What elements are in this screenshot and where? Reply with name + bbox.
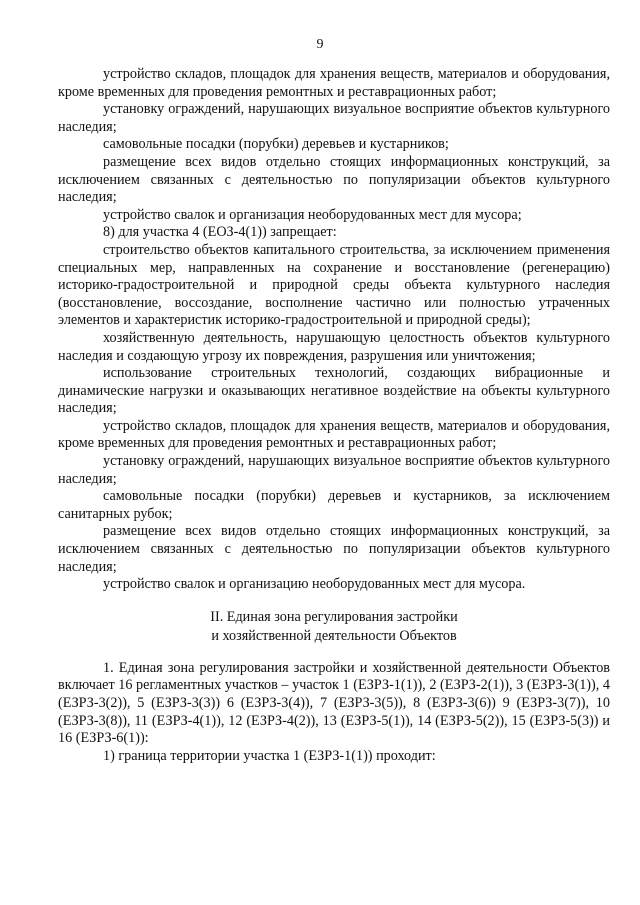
paragraph: установку ограждений, нарушающих визуальное восприятие объектов культурного наследия;	[58, 101, 610, 135]
paragraph: самовольные посадки (порубки) деревьев и кустарников, за исключением санитарных рубок;	[58, 488, 610, 522]
paragraph: строительство объектов капитального строительства, за исключением применения специальных мер, направленных на сохранение и восстановление (регенерацию) историко-градостроительной и природной среды объекта культурного наследия (восстановление, воссоздание, восполнение частично или полностью утраченных элементов и характеристик историко-градостроительной и природной среды);	[58, 241, 610, 329]
paragraph: 8) для участка 4 (ЕОЗ-4(1)) запрещает:	[103, 224, 337, 241]
section-title-line: и хозяйственной деятельности Объектов	[211, 627, 457, 644]
paragraph: 1. Единая зона регулирования застройки и хозяйственной деятельности Объектов включает 16 регламентных участков – участок 1 (ЕЗРЗ-1(1)), 2 (ЕЗРЗ-2(1)), 3 (ЕЗРЗ-3(1)), 4 (ЕЗРЗ-3(2)), 5 (ЕЗРЗ-3(3)) 6 (ЕЗРЗ-3(4)), 7 (ЕЗРЗ-3(5)), 8 (ЕЗРЗ-3(6)) 9 (ЕЗРЗ-3(7)), 10 (ЕЗРЗ-3(8)), 11 (ЕЗРЗ-4(1)), 12 (ЕЗРЗ-4(2)), 13 (ЕЗРЗ-5(1)), 14 (ЕЗРЗ-5(2)), 15 (ЕЗРЗ-5(3)) и 16 (ЕЗРЗ-6(1)):	[58, 659, 610, 747]
document-body	[58, 66, 610, 765]
paragraph: размещение всех видов отдельно стоящих информационных конструкций, за исключением связанных с деятельностью по популяризации объектов культурного наследия;	[58, 523, 610, 575]
paragraph: устройство складов, площадок для хранения веществ, материалов и оборудования, кроме временных для проведения ремонтных и реставрационных работ;	[58, 66, 610, 100]
paragraph: самовольные посадки (порубки) деревьев и кустарников;	[103, 136, 449, 153]
paragraph: 1) граница территории участка 1 (ЕЗРЗ-1(1)) проходит:	[103, 747, 436, 764]
paragraph: размещение всех видов отдельно стоящих информационных конструкций, за исключением связанных с деятельностью по популяризации объектов культурного наследия;	[58, 153, 610, 206]
paragraph: устройство складов, площадок для хранения веществ, материалов и оборудования, кроме временных для проведения ремонтных и реставрационных работ;	[58, 417, 610, 452]
section-title	[58, 608, 610, 646]
section-title-line: II. Единая зона регулирования застройки	[210, 608, 458, 625]
page-number: 9	[316, 37, 324, 52]
paragraph: использование строительных технологий, создающих вибрационные и динамические нагрузки и оказывающих негативное воздействие на объекты культурного наследия;	[58, 365, 610, 417]
paragraph: устройство свалок и организация необорудованных мест для мусора;	[103, 206, 522, 223]
paragraph: хозяйственную деятельность, нарушающую целостность объектов культурного наследия и создающую угрозу их повреждения, разрушения или уничтожения;	[58, 329, 610, 364]
paragraph: устройство свалок и организацию необорудованных мест для мусора.	[103, 576, 526, 593]
paragraph: установку ограждений, нарушающих визуальное восприятие объектов культурного наследия;	[58, 453, 610, 487]
